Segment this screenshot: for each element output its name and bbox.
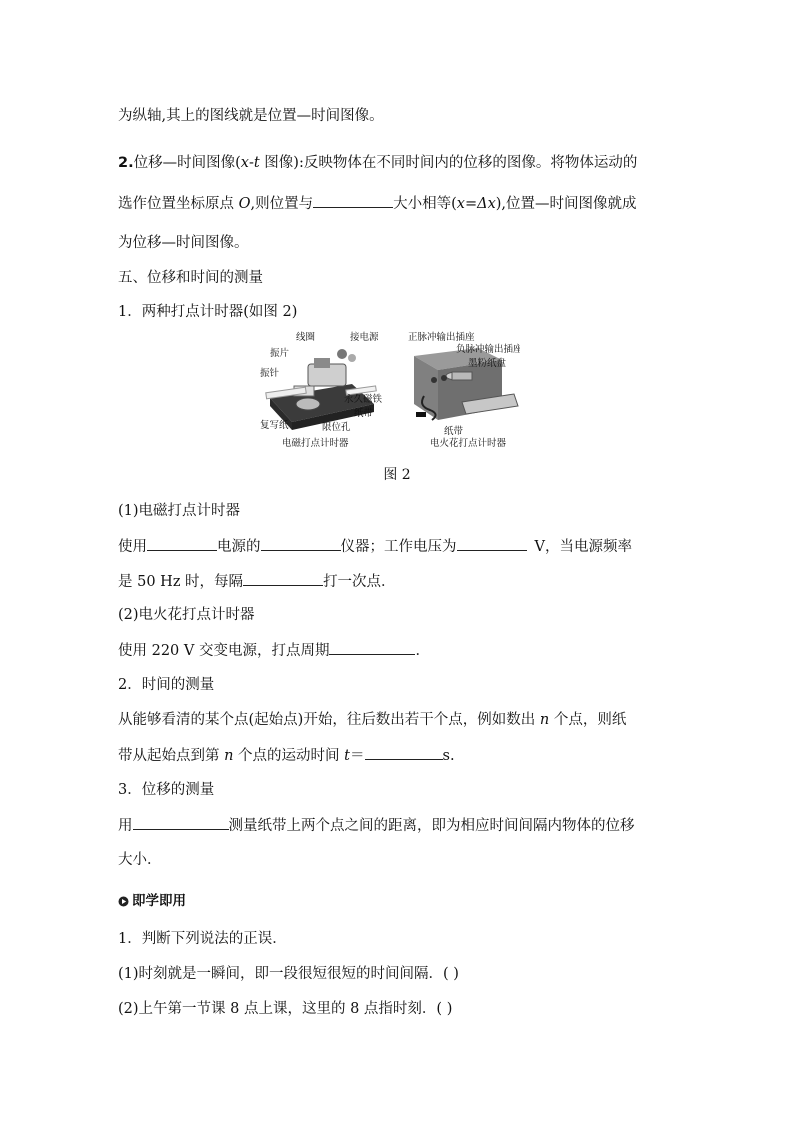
section-heading — [118, 268, 263, 288]
label-vibrating-needle: 振针 — [260, 368, 280, 379]
caption-spark-timer: 电火花打点计时器 — [430, 438, 507, 449]
fill-blank[interactable] — [365, 745, 443, 760]
paragraph-text: 从能够看清的某个点(起始点)开始，往后数出若干个点，例如数出 — [118, 712, 540, 728]
text-line — [118, 233, 249, 253]
label-power-connector: 接电源 — [350, 332, 379, 343]
fill-blank[interactable] — [313, 193, 393, 208]
paragraph-text: 大小． — [118, 852, 162, 868]
figure-timers — [256, 326, 520, 452]
label-negative-pulse-socket: 负脉冲输出插座 — [456, 344, 520, 355]
paragraph-text: 位移—时间图像( — [133, 155, 241, 171]
heading-text: (2)电火花打点计时器 — [118, 607, 255, 623]
text-line — [118, 850, 162, 870]
question-line — [118, 929, 287, 949]
variable-n: n — [539, 712, 550, 728]
heading-text: (1)电磁打点计时器 — [118, 503, 241, 519]
paragraph-text: 用 — [118, 818, 133, 834]
paragraph-text: 使用 — [118, 539, 147, 555]
heading-text: 五、位移和时间的测量 — [118, 270, 263, 286]
text-line — [118, 710, 626, 730]
label-permanent-magnet: 永久磁铁 — [344, 394, 383, 405]
paragraph-text: 打一次点． — [323, 574, 396, 590]
label-coil: 线圈 — [296, 332, 316, 343]
paragraph-text: 是 50 Hz 时，每隔 — [118, 574, 244, 590]
heading-text: 2．时间的测量 — [118, 677, 215, 693]
caption-electromagnetic-timer: 电磁打点计时器 — [282, 438, 349, 449]
question-text: 1．判断下列说法的正误． — [118, 931, 287, 947]
fill-blank[interactable] — [329, 640, 415, 655]
paragraph-text: 个点，则纸 — [549, 712, 627, 728]
variable-o: O — [238, 196, 251, 212]
paragraph-text: 仪器；工作电压为 — [340, 539, 457, 555]
heading-text: 1．两种打点计时器(如图 2) — [118, 304, 298, 320]
text-line — [118, 745, 455, 766]
item-number: 2. — [118, 155, 134, 171]
paragraph-text: V，当电源频率 — [534, 539, 632, 555]
timer-illustration — [256, 326, 520, 452]
text-line — [118, 815, 635, 836]
paragraph-text: ,则位置与 — [250, 196, 314, 212]
subsection-heading — [118, 501, 240, 521]
label-toner-disc: 墨粉纸盘 — [468, 358, 507, 369]
paragraph-text: 使用 220 V 交变电源，打点周期 — [118, 643, 330, 659]
question-text: (1)时刻就是一瞬间，即一段很短很短的时间间隔．( ) — [118, 966, 459, 982]
question-line[interactable] — [118, 964, 459, 984]
paragraph-text: - — [248, 155, 254, 171]
variable-x: x — [240, 155, 249, 171]
question-text: (2)上午第一节课 8 点上课，这里的 8 点指时刻．( ) — [118, 1001, 453, 1017]
figure-caption: 图 2 — [383, 467, 411, 483]
text-line — [118, 106, 384, 126]
section-title-text: 即学即用 — [132, 893, 186, 909]
paragraph-text: ． — [415, 643, 430, 659]
text-line — [118, 536, 632, 557]
paragraph-text: 大小相等( — [393, 196, 457, 212]
subsection-heading — [118, 780, 214, 800]
text-line — [118, 153, 637, 173]
label-paper-tape: 纸带 — [354, 408, 374, 419]
subsection-heading — [118, 675, 214, 695]
paragraph-text: 带从起始点到第 — [118, 748, 225, 764]
variable-n: n — [224, 748, 234, 764]
paragraph-text: ),位置—时间图像就成 — [495, 196, 637, 212]
paragraph-text: 选作位置坐标原点 — [118, 196, 239, 212]
paragraph-text: 电源的 — [217, 539, 261, 555]
label-paper-tape-right: 纸带 — [444, 426, 464, 437]
label-limit-hole: 限位孔 — [322, 422, 351, 433]
label-carbon-paper: 复写纸 — [260, 420, 289, 431]
label-positive-pulse-socket: 正脉冲输出插座 — [408, 332, 475, 343]
question-line[interactable] — [118, 999, 452, 1019]
equation: x=Δx — [456, 196, 496, 212]
label-vibrating-plate: 振片 — [270, 348, 290, 359]
play-circle-icon — [118, 893, 129, 913]
fill-blank[interactable] — [457, 536, 527, 551]
paragraph-text: 为位移—时间图像。 — [118, 235, 249, 251]
variable-t: t — [253, 155, 260, 171]
paragraph-text: 为纵轴,其上的图线就是位置—时间图像。 — [118, 108, 384, 124]
practice-section-title — [118, 891, 186, 913]
subsection-heading — [118, 605, 255, 625]
fill-blank[interactable] — [147, 536, 217, 551]
text-line — [118, 193, 637, 214]
paragraph-text: 图像):反映物体在不同时间内的位移的图像。将物体运动的 — [259, 155, 638, 171]
subsection-heading — [118, 302, 297, 322]
paragraph-text: 测量纸带上两个点之间的距离，即为相应时间间隔内物体的位移 — [228, 818, 635, 834]
variable-t: t — [344, 748, 350, 764]
paragraph-text: ＝ — [350, 748, 365, 764]
text-line — [118, 640, 430, 661]
paragraph-text: s. — [442, 748, 455, 764]
text-line — [118, 571, 396, 592]
fill-blank[interactable] — [261, 536, 341, 551]
heading-text: 3．位移的测量 — [118, 782, 215, 798]
fill-blank[interactable] — [133, 815, 229, 830]
fill-blank[interactable] — [243, 571, 323, 586]
paragraph-text: 个点的运动时间 — [233, 748, 345, 764]
